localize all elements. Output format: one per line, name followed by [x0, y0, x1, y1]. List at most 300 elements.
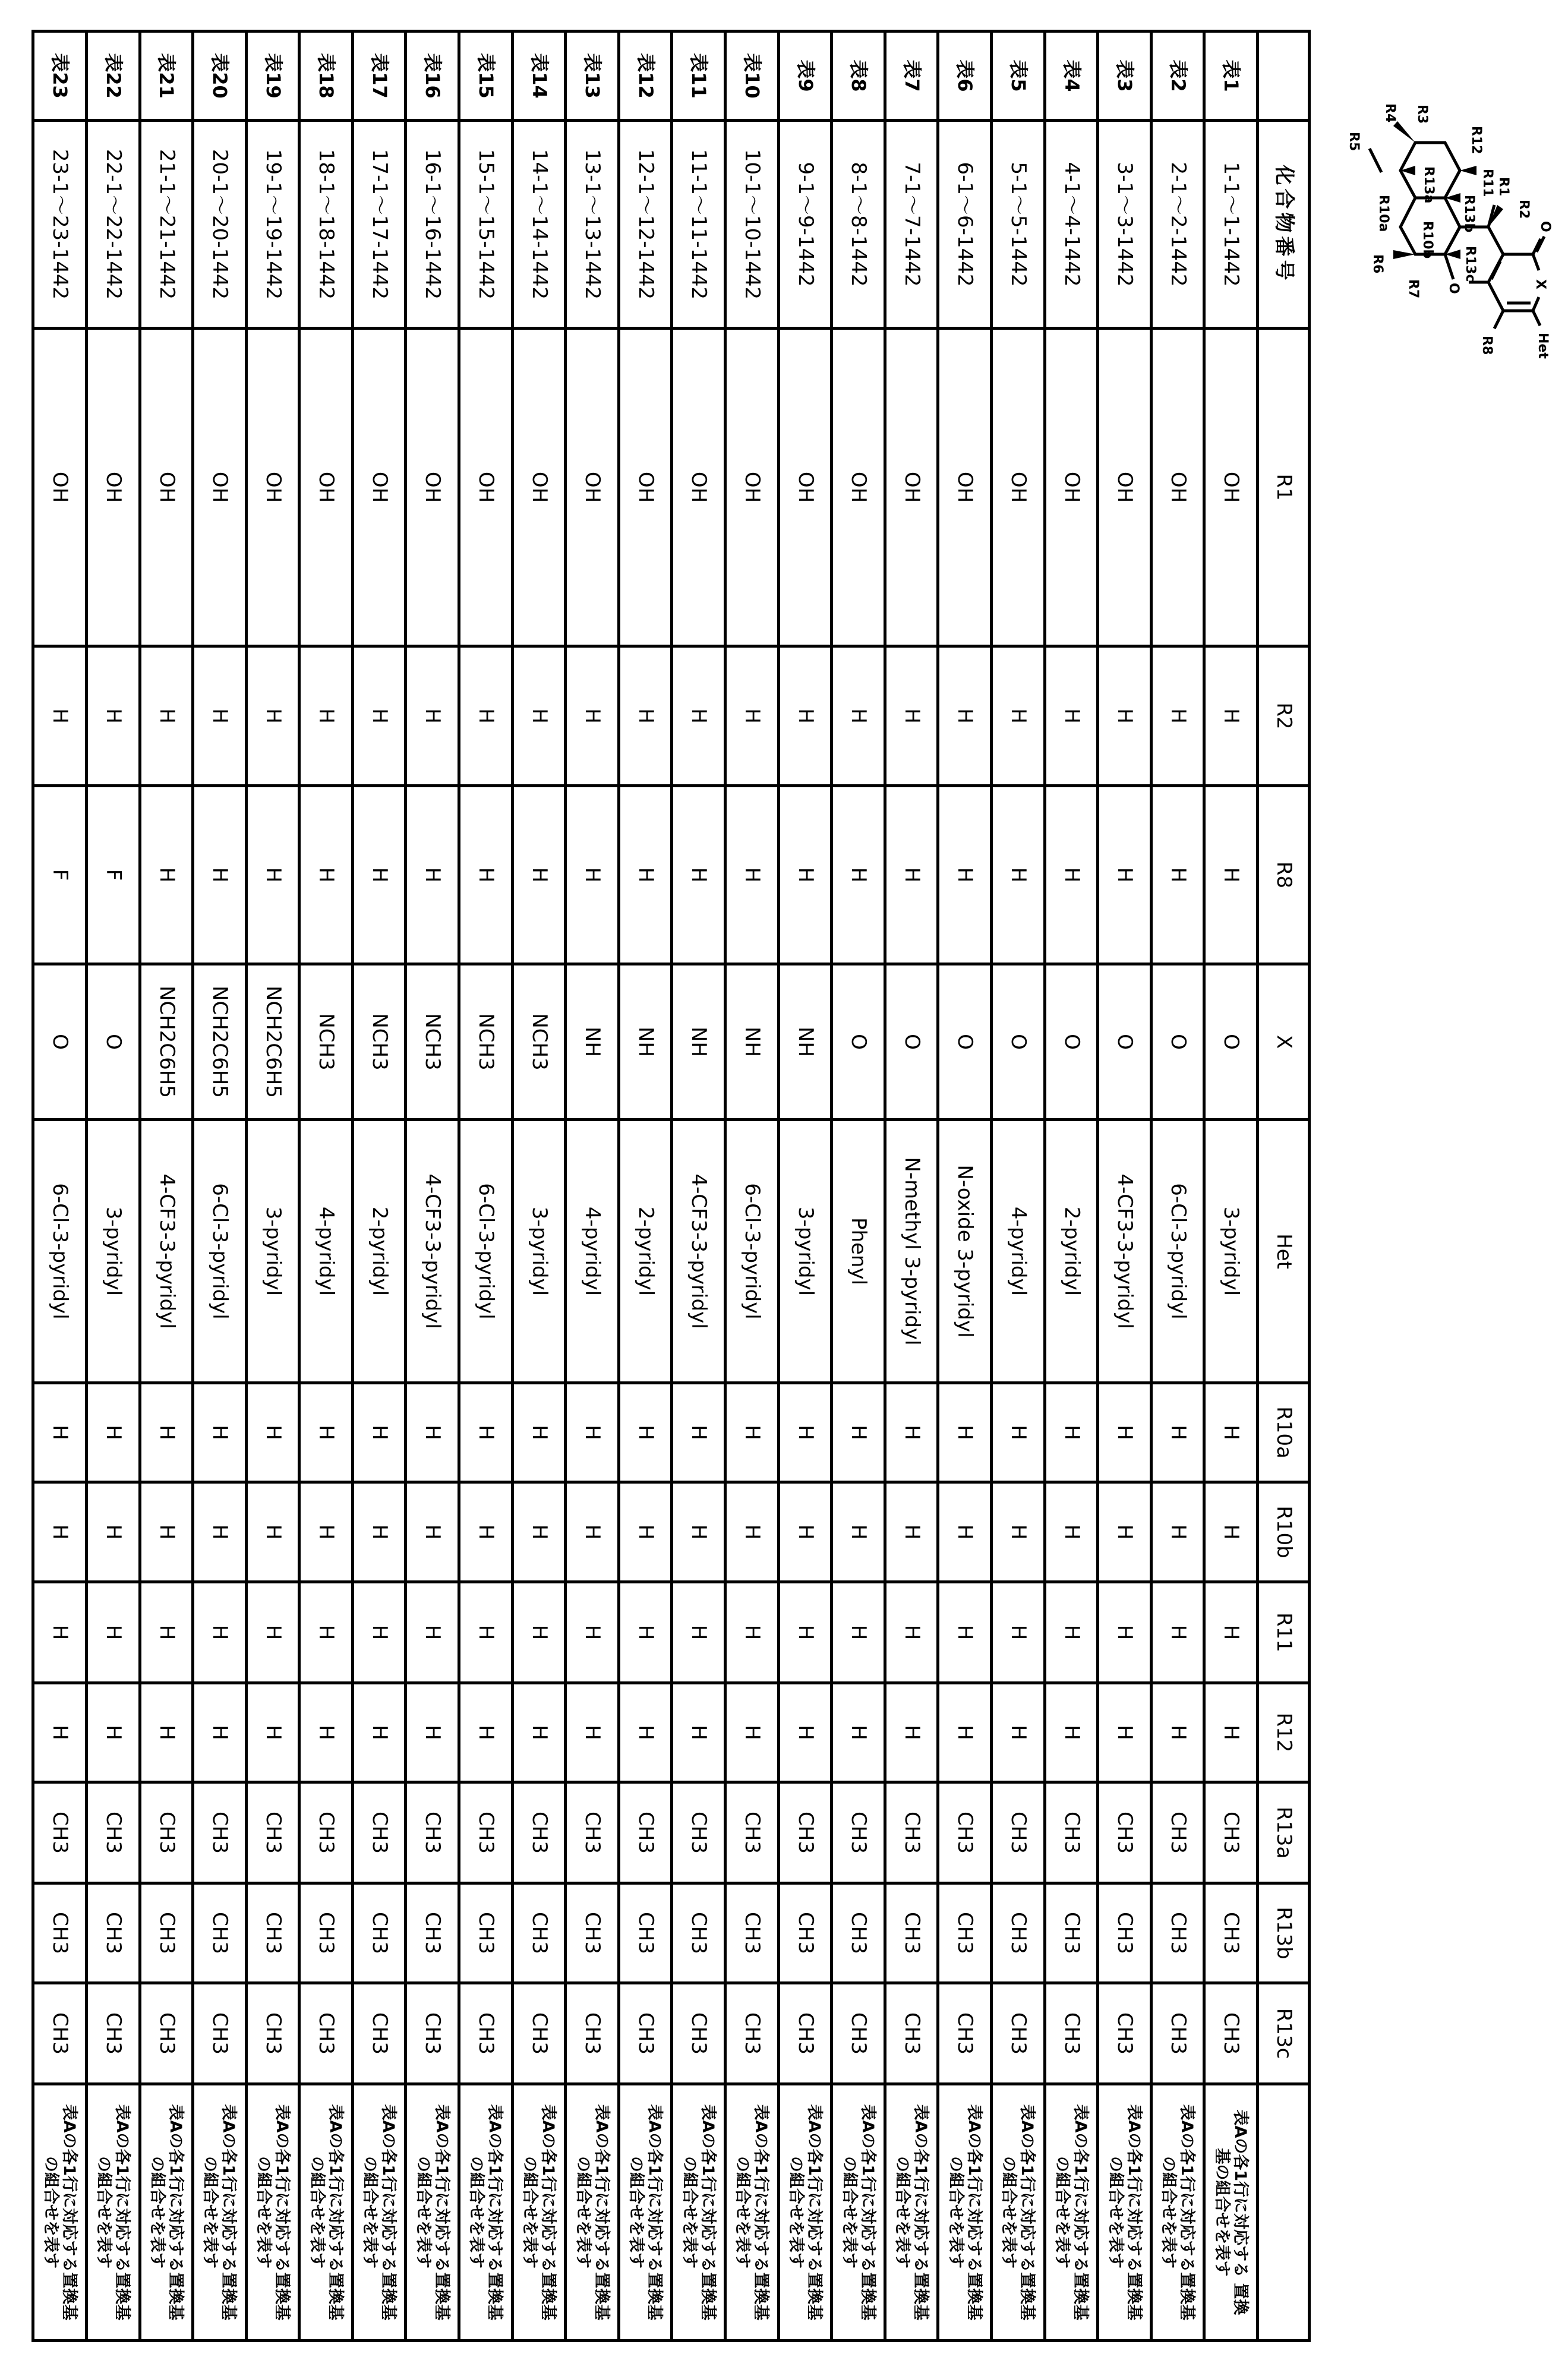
cell-r8: H	[1098, 786, 1151, 964]
cell-r8: F	[86, 786, 140, 964]
header-r13a: R13a	[1258, 1782, 1310, 1883]
cell-note	[512, 2084, 566, 2341]
cell-r13b: CH3	[299, 1883, 353, 1983]
note-line: の組合せを表す	[627, 2088, 645, 2337]
cell-r10a: H	[832, 1383, 885, 1482]
cell-r10a: H	[406, 1383, 459, 1482]
cell-het: 3-pyridyl	[512, 1120, 566, 1383]
cell-table: 表6	[938, 31, 992, 121]
cell-r10b: H	[938, 1482, 992, 1582]
cell-r10b: H	[86, 1482, 140, 1582]
cell-x: NH	[566, 964, 619, 1120]
cell-r8: H	[992, 786, 1045, 964]
cell-r2: H	[885, 646, 938, 786]
cell-r13a: CH3	[1151, 1782, 1204, 1883]
cell-x: O	[1151, 964, 1204, 1120]
cell-table: 表22	[86, 31, 140, 121]
label-r13c: R13c	[1463, 246, 1478, 282]
cell-note	[725, 2084, 779, 2341]
cell-r11: H	[938, 1582, 992, 1683]
cell-note	[1151, 2084, 1204, 2341]
cell-r2: H	[459, 646, 513, 786]
cell-r2: H	[938, 646, 992, 786]
cell-table: 表14	[512, 31, 566, 121]
cell-r8: H	[725, 786, 779, 964]
header-compound-number: 化合物番号	[1258, 121, 1310, 329]
cell-r10b: H	[566, 1482, 619, 1582]
cell-r13b: CH3	[406, 1883, 459, 1983]
structure-bonds	[1370, 143, 1544, 329]
cell-r10a: H	[86, 1383, 140, 1482]
cell-r10a: H	[246, 1383, 299, 1482]
cell-table: 表7	[885, 31, 938, 121]
cell-r13c: CH3	[938, 1983, 992, 2084]
header-r10a: R10a	[1258, 1383, 1310, 1482]
cell-r11: H	[566, 1582, 619, 1683]
cell-compounds: 6-1～6-1442	[938, 121, 992, 329]
cell-r11: H	[885, 1582, 938, 1683]
table-row	[299, 31, 353, 2341]
cell-x: O	[86, 964, 140, 1120]
note-line: の組合せを表す	[254, 2088, 273, 2337]
cell-table: 表19	[246, 31, 299, 121]
cell-r10a: H	[938, 1383, 992, 1482]
cell-r10a: H	[1204, 1383, 1258, 1482]
cell-x: O	[1204, 964, 1258, 1120]
label-r12: R12	[1469, 126, 1484, 154]
note-line: 表Aの各1行に対応する置換基	[1018, 2088, 1036, 2337]
note-line: 表Aの各1行に対応する置換基	[273, 2088, 291, 2337]
cell-r10a: H	[193, 1383, 247, 1482]
cell-r13c: CH3	[1098, 1983, 1151, 2084]
cell-r2: H	[246, 646, 299, 786]
cell-r1: OH	[459, 329, 513, 646]
note-line: 表Aの各1行に対応する置換基	[699, 2088, 717, 2337]
cell-r2: H	[672, 646, 725, 786]
table-row	[885, 31, 938, 2341]
note-line: 表Aの各1行に対応する置換基	[1071, 2088, 1090, 2337]
cell-r8: H	[938, 786, 992, 964]
table-row	[406, 31, 459, 2341]
label-r7: R7	[1406, 279, 1421, 298]
cell-r11: H	[1045, 1582, 1098, 1683]
cell-compounds: 22-1～22-1442	[86, 121, 140, 329]
cell-table: 表17	[352, 31, 406, 121]
label-r8: R8	[1479, 336, 1494, 355]
cell-note	[832, 2084, 885, 2341]
cell-r13a: CH3	[672, 1782, 725, 1883]
cell-r8: H	[1045, 786, 1098, 964]
table-row	[566, 31, 619, 2341]
cell-r8: H	[352, 786, 406, 964]
cell-r13a: CH3	[992, 1782, 1045, 1883]
cell-r2: H	[140, 646, 193, 786]
cell-r1: OH	[778, 329, 832, 646]
cell-r12: H	[352, 1683, 406, 1782]
note-line: 表Aの各1行に対応する置換基	[1125, 2088, 1143, 2337]
table-row	[33, 31, 87, 2341]
cell-r1: OH	[885, 329, 938, 646]
cell-r13c: CH3	[459, 1983, 513, 2084]
cell-r10a: H	[33, 1383, 87, 1482]
cell-r13a: CH3	[299, 1782, 353, 1883]
cell-het: 6-Cl-3-pyridyl	[459, 1120, 513, 1383]
cell-x: NCH3	[299, 964, 353, 1120]
cell-note	[406, 2084, 459, 2341]
cell-r1: OH	[832, 329, 885, 646]
cell-table: 表9	[778, 31, 832, 121]
note-line: の組合せを表す	[733, 2088, 752, 2337]
cell-r1: OH	[512, 329, 566, 646]
cell-r12: H	[672, 1683, 725, 1782]
cell-r13b: CH3	[1151, 1883, 1204, 1983]
cell-r10b: H	[1204, 1482, 1258, 1582]
header-het: Het	[1258, 1120, 1310, 1383]
cell-r10a: H	[885, 1383, 938, 1482]
cell-table: 表21	[140, 31, 193, 121]
cell-r11: H	[778, 1582, 832, 1683]
table-row	[193, 31, 247, 2341]
cell-note	[566, 2084, 619, 2341]
cell-het: 2-pyridyl	[352, 1120, 406, 1383]
cell-table: 表1	[1204, 31, 1258, 121]
cell-x: NCH3	[406, 964, 459, 1120]
cell-table: 表11	[672, 31, 725, 121]
cell-compounds: 8-1～8-1442	[832, 121, 885, 329]
note-line: の組合せを表す	[947, 2088, 965, 2337]
compound-table	[33, 30, 1311, 2339]
cell-het: 4-CF3-3-pyridyl	[1098, 1120, 1151, 1383]
cell-r10a: H	[566, 1383, 619, 1482]
cell-r13c: CH3	[246, 1983, 299, 2084]
cell-r10a: H	[352, 1383, 406, 1482]
cell-r11: H	[512, 1582, 566, 1683]
table-row	[1098, 31, 1151, 2341]
cell-compounds: 3-1～3-1442	[1098, 121, 1151, 329]
cell-r13a: CH3	[725, 1782, 779, 1883]
note-line: の組合せを表す	[467, 2088, 485, 2337]
cell-r8: H	[672, 786, 725, 964]
note-line: の組合せを表す	[680, 2088, 699, 2337]
cell-r12: H	[619, 1683, 672, 1782]
cell-compounds: 23-1～23-1442	[33, 121, 87, 329]
cell-table: 表20	[193, 31, 247, 121]
table-row	[832, 31, 885, 2341]
header-r13b: R13b	[1258, 1883, 1310, 1983]
cell-r2: H	[778, 646, 832, 786]
cell-r12: H	[140, 1683, 193, 1782]
cell-x: NH	[672, 964, 725, 1120]
cell-note	[33, 2084, 87, 2341]
cell-r8: F	[33, 786, 87, 964]
table-row	[352, 31, 406, 2341]
table-row	[672, 31, 725, 2341]
cell-r1: OH	[566, 329, 619, 646]
table-row	[86, 31, 140, 2341]
cell-r13b: CH3	[459, 1883, 513, 1983]
cell-r13a: CH3	[938, 1782, 992, 1883]
cell-note	[459, 2084, 513, 2341]
note-line: 表Aの各1行に対応する置換基	[326, 2088, 345, 2337]
cell-r11: H	[352, 1582, 406, 1683]
cell-r13a: CH3	[1204, 1782, 1258, 1883]
cell-compounds: 14-1～14-1442	[512, 121, 566, 329]
cell-r1: OH	[140, 329, 193, 646]
cell-r13a: CH3	[885, 1782, 938, 1883]
label-r6: R6	[1370, 254, 1385, 273]
table-row	[992, 31, 1045, 2341]
cell-compounds: 5-1～5-1442	[992, 121, 1045, 329]
cell-r8: H	[246, 786, 299, 964]
header-r13c: R13c	[1258, 1983, 1310, 2084]
note-line: の組合せを表す	[999, 2088, 1018, 2337]
label-carbonyl-oxygen: O	[1538, 221, 1553, 232]
table-row	[512, 31, 566, 2341]
cell-table: 表15	[459, 31, 513, 121]
cell-r13c: CH3	[299, 1983, 353, 2084]
cell-r8: H	[619, 786, 672, 964]
cell-compounds: 19-1～19-1442	[246, 121, 299, 329]
cell-r12: H	[992, 1683, 1045, 1782]
cell-x: NCH3	[352, 964, 406, 1120]
cell-r10b: H	[512, 1482, 566, 1582]
cell-r10b: H	[352, 1482, 406, 1582]
cell-r13a: CH3	[352, 1782, 406, 1883]
header-r1: R1	[1258, 329, 1310, 646]
cell-r13b: CH3	[246, 1883, 299, 1983]
cell-note	[619, 2084, 672, 2341]
table-row	[459, 31, 513, 2341]
note-line: 表Aの各1行に対応する置換基	[60, 2088, 78, 2337]
note-line: の組合せを表す	[574, 2088, 592, 2337]
cell-r12: H	[459, 1683, 513, 1782]
cell-r10b: H	[193, 1482, 247, 1582]
note-line: 表Aの各1行に対応する置換基	[539, 2088, 557, 2337]
cell-r10b: H	[832, 1482, 885, 1582]
cell-r1: OH	[299, 329, 353, 646]
cell-r1: OH	[1098, 329, 1151, 646]
cell-r13c: CH3	[566, 1983, 619, 2084]
cell-r13c: CH3	[352, 1983, 406, 2084]
note-line: の組合せを表す	[201, 2088, 219, 2337]
cell-het: 6-Cl-3-pyridyl	[1151, 1120, 1204, 1383]
cell-r13b: CH3	[672, 1883, 725, 1983]
cell-compounds: 2-1～2-1442	[1151, 121, 1204, 329]
chemical-structure-diagram	[1307, 89, 1557, 446]
label-r13a: R13a	[1421, 166, 1436, 203]
cell-table: 表12	[619, 31, 672, 121]
cell-r13b: CH3	[86, 1883, 140, 1983]
cell-r13c: CH3	[1045, 1983, 1098, 2084]
cell-r1: OH	[672, 329, 725, 646]
table-body	[33, 31, 1258, 2341]
cell-x: O	[1045, 964, 1098, 1120]
cell-r2: H	[832, 646, 885, 786]
cell-r12: H	[725, 1683, 779, 1782]
cell-r10b: H	[725, 1482, 779, 1582]
table-row	[1045, 31, 1098, 2341]
cell-r10b: H	[33, 1482, 87, 1582]
cell-r12: H	[1151, 1683, 1204, 1782]
cell-note	[992, 2084, 1045, 2341]
note-line: の組合せを表す	[1053, 2088, 1071, 2337]
cell-het: 6-Cl-3-pyridyl	[725, 1120, 779, 1383]
cell-x: NCH3	[512, 964, 566, 1120]
cell-r2: H	[1151, 646, 1204, 786]
cell-r13b: CH3	[938, 1883, 992, 1983]
cell-compounds: 1-1～1-1442	[1204, 121, 1258, 329]
cell-r13c: CH3	[1204, 1983, 1258, 2084]
cell-r8: H	[832, 786, 885, 964]
table-row	[246, 31, 299, 2341]
note-line: 表Aの各1行に対応する置換基	[752, 2088, 770, 2337]
cell-r12: H	[1098, 1683, 1151, 1782]
cell-r11: H	[193, 1582, 247, 1683]
cell-r12: H	[512, 1683, 566, 1782]
header-x: X	[1258, 964, 1310, 1120]
cell-r13c: CH3	[778, 1983, 832, 2084]
cell-r10a: H	[778, 1383, 832, 1482]
cell-table: 表18	[299, 31, 353, 121]
label-r10a: R10a	[1376, 195, 1391, 232]
cell-r13b: CH3	[566, 1883, 619, 1983]
note-line: 表Aの各1行に対応する 置換	[1231, 2088, 1250, 2337]
note-line: 基の組合せを表す	[1213, 2088, 1231, 2337]
header-r12: R12	[1258, 1683, 1310, 1782]
cell-r8: H	[1151, 786, 1204, 964]
cell-r8: H	[406, 786, 459, 964]
header-row	[1258, 31, 1310, 2341]
note-line: 表Aの各1行に対応する置換基	[166, 2088, 185, 2337]
cell-r13a: CH3	[832, 1782, 885, 1883]
cell-r13a: CH3	[1045, 1782, 1098, 1883]
cell-r13b: CH3	[1045, 1883, 1098, 1983]
cell-r12: H	[832, 1683, 885, 1782]
cell-r1: OH	[33, 329, 87, 646]
cell-r2: H	[566, 646, 619, 786]
cell-compounds: 9-1～9-1442	[778, 121, 832, 329]
header-r8: R8	[1258, 786, 1310, 964]
cell-r13a: CH3	[193, 1782, 247, 1883]
cell-r12: H	[299, 1683, 353, 1782]
cell-r10b: H	[140, 1482, 193, 1582]
cell-r2: H	[299, 646, 353, 786]
cell-x: O	[992, 964, 1045, 1120]
cell-r13b: CH3	[193, 1883, 247, 1983]
cell-r1: OH	[992, 329, 1045, 646]
cell-compounds: 7-1～7-1442	[885, 121, 938, 329]
cell-het: 6-Cl-3-pyridyl	[33, 1120, 87, 1383]
cell-x: O	[885, 964, 938, 1120]
cell-r13a: CH3	[246, 1782, 299, 1883]
cell-x: O	[33, 964, 87, 1120]
cell-r12: H	[938, 1683, 992, 1782]
cell-r1: OH	[1204, 329, 1258, 646]
table-row	[1204, 31, 1258, 2341]
cell-table: 表5	[992, 31, 1045, 121]
header-r11: R11	[1258, 1582, 1310, 1683]
table-row	[725, 31, 779, 2341]
cell-r12: H	[406, 1683, 459, 1782]
cell-het: Phenyl	[832, 1120, 885, 1383]
cell-r13a: CH3	[406, 1782, 459, 1883]
header-note	[1258, 2084, 1310, 2341]
label-r10b: R10b	[1420, 221, 1435, 258]
cell-r1: OH	[406, 329, 459, 646]
cell-r10b: H	[619, 1482, 672, 1582]
cell-r13b: CH3	[832, 1883, 885, 1983]
cell-r10b: H	[1098, 1482, 1151, 1582]
cell-x: NCH3	[459, 964, 513, 1120]
cell-het: 6-Cl-3-pyridyl	[193, 1120, 247, 1383]
cell-note	[86, 2084, 140, 2341]
cell-x: NH	[778, 964, 832, 1120]
label-r2: R2	[1516, 200, 1531, 219]
cell-het: 2-pyridyl	[1045, 1120, 1098, 1383]
cell-x: NCH2C6H5	[193, 964, 247, 1120]
cell-r10a: H	[992, 1383, 1045, 1482]
cell-r11: H	[140, 1582, 193, 1683]
cell-note	[1045, 2084, 1098, 2341]
cell-r12: H	[778, 1683, 832, 1782]
cell-het: 4-CF3-3-pyridyl	[140, 1120, 193, 1383]
cell-note	[1098, 2084, 1151, 2341]
cell-note	[778, 2084, 832, 2341]
cell-r13c: CH3	[406, 1983, 459, 2084]
cell-note	[672, 2084, 725, 2341]
note-line: の組合せを表す	[361, 2088, 379, 2337]
cell-r12: H	[33, 1683, 87, 1782]
cell-x: NCH2C6H5	[140, 964, 193, 1120]
cell-r10b: H	[246, 1482, 299, 1582]
cell-table: 表13	[566, 31, 619, 121]
cell-x: NH	[619, 964, 672, 1120]
cell-r2: H	[512, 646, 566, 786]
cell-r11: H	[1151, 1582, 1204, 1683]
cell-r13a: CH3	[778, 1782, 832, 1883]
cell-r8: H	[140, 786, 193, 964]
cell-r2: H	[193, 646, 247, 786]
cell-compounds: 16-1～16-1442	[406, 121, 459, 329]
cell-r8: H	[566, 786, 619, 964]
cell-r2: H	[33, 646, 87, 786]
cell-het: 4-pyridyl	[299, 1120, 353, 1383]
cell-r10b: H	[992, 1482, 1045, 1582]
cell-r8: H	[1204, 786, 1258, 964]
cell-table: 表3	[1098, 31, 1151, 121]
note-line: 表Aの各1行に対応する置換基	[433, 2088, 451, 2337]
label-het: Het	[1535, 333, 1550, 359]
cell-het: 2-pyridyl	[619, 1120, 672, 1383]
cell-r13c: CH3	[619, 1983, 672, 2084]
cell-r13c: CH3	[33, 1983, 87, 2084]
cell-table: 表4	[1045, 31, 1098, 121]
cell-r1: OH	[938, 329, 992, 646]
cell-r13c: CH3	[725, 1983, 779, 2084]
cell-r2: H	[992, 646, 1045, 786]
label-r4: R4	[1383, 103, 1397, 122]
cell-r13c: CH3	[885, 1983, 938, 2084]
cell-r13a: CH3	[459, 1782, 513, 1883]
cell-r1: OH	[193, 329, 247, 646]
note-line: の組合せを表す	[94, 2088, 113, 2337]
note-line: 表Aの各1行に対応する置換基	[113, 2088, 131, 2337]
cell-r10a: H	[459, 1383, 513, 1482]
cell-compounds: 10-1～10-1442	[725, 121, 779, 329]
label-ring-oxygen: O	[1446, 283, 1461, 294]
cell-r1: OH	[352, 329, 406, 646]
cell-r10b: H	[1151, 1482, 1204, 1582]
